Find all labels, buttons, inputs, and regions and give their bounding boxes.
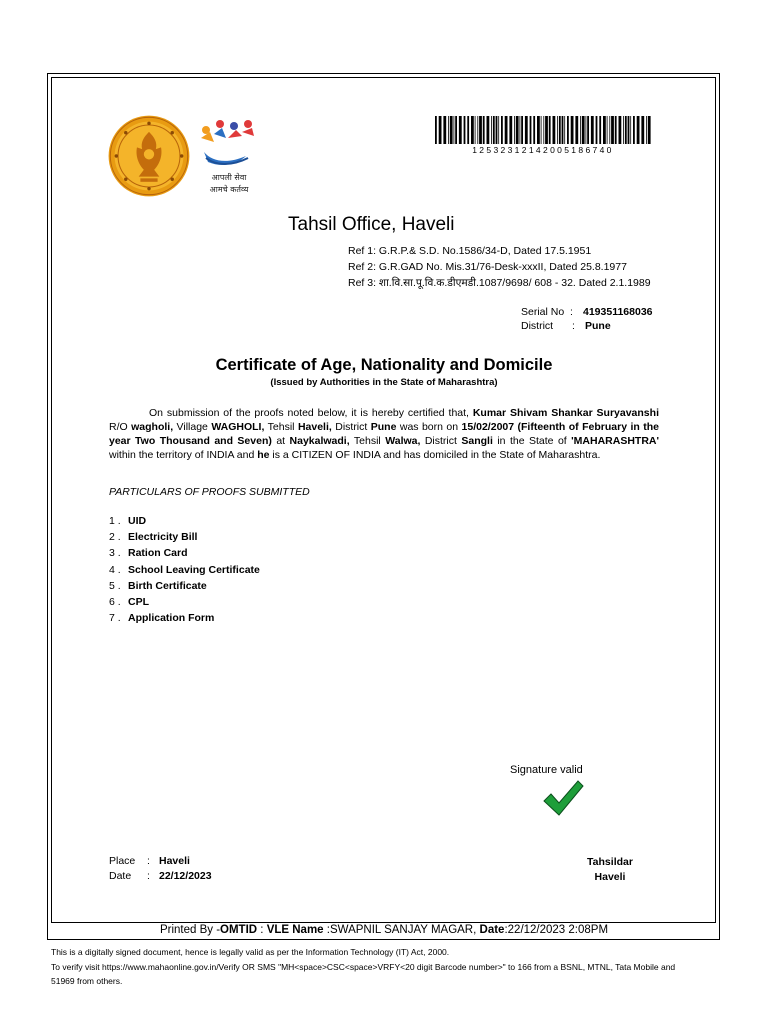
proof-label: UID xyxy=(128,515,147,527)
proof-number: 7 . xyxy=(109,612,121,625)
printed-by-line xyxy=(0,924,768,936)
proof-label: Application Form xyxy=(128,612,215,625)
proof-label: Electricity Bill xyxy=(128,531,198,544)
date-of-birth: 15/02/2007 (Fifteenth of February in the year Two Thousand and Seven) xyxy=(109,421,659,447)
reference-2: Ref 2: G.R.GAD No. Mis.31/76-Desk-xxxII, Dated 25.8.1977 xyxy=(348,261,627,273)
district-value xyxy=(585,320,611,332)
birth-village: Naykalwadi, xyxy=(289,435,350,447)
proof-item xyxy=(109,563,260,579)
footer-line-2: To verify visit https://www.mahaonline.gov.in/Verify OR SMS "MH<space>CSC<space>VRFY<20 digit Barcode number>" to 166 from a BSNL, MTNL, Tata Mobile and xyxy=(51,962,676,972)
serial-label: Serial No xyxy=(521,306,565,318)
birth-district: Sangli xyxy=(461,435,493,447)
logo-text-line1: आपली सेवा xyxy=(211,173,247,182)
inner-border xyxy=(51,77,716,923)
proof-number: 4 . xyxy=(109,563,121,576)
proof-number: 1 . xyxy=(109,515,121,527)
maharashtra-seal-icon xyxy=(106,113,192,199)
proof-number: 6 . xyxy=(109,595,121,608)
date-colon: : xyxy=(147,870,150,882)
footer-line-3: 51969 from others. xyxy=(51,976,123,986)
certificate-title: Certificate of Age, Nationality and Domicile xyxy=(215,356,553,374)
reference-1: Ref 1: G.R.P.& S.D. No.1586/34-D, Dated 17.5.1951 xyxy=(348,245,592,257)
date-label: Date xyxy=(109,870,132,882)
footer-line-1: This is a digitally signed document, hence is legally valid as per the Information Technology (IT) Act, 2000. xyxy=(51,947,450,957)
office-title: Tahsil Office, Haveli xyxy=(288,214,455,235)
pronoun: he xyxy=(257,449,270,461)
authority-title: Tahsildar xyxy=(587,856,633,868)
serial-colon: : xyxy=(570,306,573,318)
district-value-text: Pune xyxy=(585,320,611,332)
district-label: District xyxy=(521,320,554,332)
vle-label: VLE Name xyxy=(266,924,324,936)
printed-date-value: :22/12/2023 2:08PM xyxy=(504,924,609,936)
body-text: in the State of xyxy=(492,435,572,447)
barcode-number: 12532312142005186740 xyxy=(472,145,614,155)
proof-item xyxy=(109,611,260,627)
certificate-body xyxy=(109,406,659,462)
proof-item xyxy=(109,530,260,546)
proof-label: Ration Card xyxy=(128,547,188,560)
serial-value-text: 419351168036 xyxy=(583,306,653,318)
birth-state: 'MAHARASHTRA' xyxy=(571,435,659,447)
place-label: Place xyxy=(109,855,136,867)
certificate-subtitle: (Issued by Authorities in the State of Maharashtra) xyxy=(270,377,498,388)
vle-value: :SWAPNIL SANJAY MAGAR, xyxy=(323,924,480,936)
omtid-label: OMTID xyxy=(220,924,258,936)
body-text: District xyxy=(331,421,371,433)
aapli-seva-logo-icon xyxy=(198,116,260,198)
body-text: On submission of the proofs noted below, it is hereby certified that, xyxy=(149,407,473,419)
proof-label: CPL xyxy=(128,595,149,608)
proof-item xyxy=(109,546,260,562)
body-text: within the territory of INDIA and xyxy=(109,449,258,461)
place-value: Haveli xyxy=(159,855,190,867)
place-row xyxy=(109,855,190,867)
district-colon: : xyxy=(572,320,575,332)
body-text: District xyxy=(420,435,462,447)
proofs-list xyxy=(109,514,260,627)
proof-number: 3 . xyxy=(109,547,121,560)
holder-name: Kumar Shivam Shankar Suryavanshi xyxy=(472,407,659,419)
printed-prefix: Printed By - xyxy=(159,924,221,936)
authority-place: Haveli xyxy=(594,871,626,883)
signature-status: Signature valid xyxy=(510,764,583,776)
body-text: at xyxy=(271,435,290,447)
birth-tehsil: Walwa, xyxy=(385,435,421,447)
proof-label: School Leaving Certificate xyxy=(128,563,260,576)
printed-sep: : xyxy=(257,924,267,936)
residence: wagholi, xyxy=(131,421,174,433)
proof-item xyxy=(109,579,260,595)
proof-item xyxy=(109,514,260,530)
body-text: R/O xyxy=(109,421,132,433)
village: WAGHOLI, xyxy=(211,421,265,433)
printed-date-label: Date xyxy=(479,924,505,936)
proof-number: 5 . xyxy=(109,579,121,592)
tehsil: Haveli, xyxy=(297,421,332,433)
logo-text-line2: आमचे कर्तव्य xyxy=(209,185,249,194)
district: Pune xyxy=(370,421,397,433)
reference-3: Ref 3: शा.वि.सा.पू.वि.क.डीएमडी.1087/9698/ 608 - 32. Dated 2.1.1989 xyxy=(348,277,651,289)
barcode-icon xyxy=(434,116,652,144)
serial-value xyxy=(583,306,653,318)
proof-item xyxy=(109,595,260,611)
date-value: 22/12/2023 xyxy=(159,870,212,882)
body-text: Village xyxy=(173,421,212,433)
body-text: Tehsil xyxy=(264,421,298,433)
proof-label: Birth Certificate xyxy=(128,579,207,592)
place-colon: : xyxy=(147,855,150,867)
proof-number: 2 . xyxy=(109,531,121,544)
proofs-heading: PARTICULARS OF PROOFS SUBMITTED xyxy=(109,486,310,498)
date-row xyxy=(109,870,212,882)
checkmark-icon xyxy=(542,779,584,819)
body-text: is a CITIZEN OF INDIA and has domiciled in the State of Maharashtra. xyxy=(269,449,601,461)
body-text: Tehsil xyxy=(349,435,386,447)
body-text: was born on xyxy=(396,421,462,433)
